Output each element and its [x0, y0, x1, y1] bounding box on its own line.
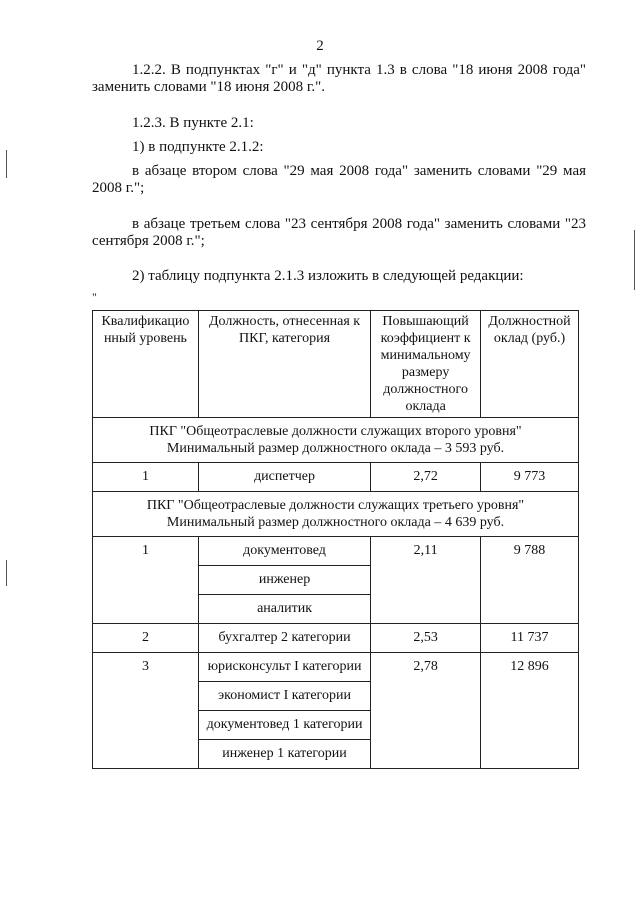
salary-cell: 9 788 — [481, 537, 579, 624]
page-number: 2 — [316, 38, 324, 54]
group-title-cell — [93, 418, 579, 463]
position-cell: диспетчер — [198, 463, 370, 492]
paragraph-third-abzac: в абзаце третьем слова "23 сентября 2008 года" заменить словами "23 сентября 2008 г."; — [92, 216, 586, 249]
group-row — [93, 418, 579, 463]
coef-cell: 2,72 — [371, 463, 481, 492]
table-row — [93, 653, 579, 682]
table-row — [93, 537, 579, 566]
level-cell: 1 — [93, 537, 199, 624]
header-cell: Должность, отнесенная к ПКГ, категория — [198, 311, 370, 418]
paragraph-1-2-3: 1.2.3. В пункте 2.1: — [132, 115, 254, 131]
position-cell: документовед — [198, 537, 370, 566]
group-min-salary: Минимальный размер должностного оклада – 4 639 руб. — [166, 515, 505, 530]
position-cell: документовед 1 категории — [198, 711, 370, 740]
table-row — [93, 463, 579, 492]
salary-cell: 9 773 — [481, 463, 579, 492]
salary-cell: 11 737 — [481, 624, 579, 653]
position-cell: экономист I категории — [198, 682, 370, 711]
table-header-row — [93, 311, 579, 418]
position-cell: бухгалтер 2 категории — [198, 624, 370, 653]
scan-margin-mark — [634, 230, 635, 290]
group-min-salary: Минимальный размер должностного оклада – 3 593 руб. — [166, 441, 505, 456]
group-title-cell — [93, 492, 579, 537]
position-cell: инженер — [198, 566, 370, 595]
coef-cell: 2,78 — [371, 653, 481, 769]
paragraph-subpoint-1: 1) в подпункте 2.1.2: — [132, 139, 264, 155]
table-row — [93, 624, 579, 653]
level-cell: 3 — [93, 653, 199, 769]
coef-cell: 2,11 — [371, 537, 481, 624]
opening-quote: " — [92, 290, 97, 304]
header-cell: Должностной оклад (руб.) — [481, 311, 579, 418]
paragraph-second-abzac: в абзаце втором слова "29 мая 2008 года" заменить словами "29 мая 2008 г."; — [92, 163, 586, 196]
scan-margin-mark — [6, 560, 7, 586]
group-row — [93, 492, 579, 537]
group-title: ПКГ "Общеотраслевые должности служащих второго уровня" — [149, 424, 522, 439]
coef-cell: 2,53 — [371, 624, 481, 653]
salary-cell: 12 896 — [481, 653, 579, 769]
header-cell: Повышающий коэффициент к минимальному размеру должностного оклада — [371, 311, 481, 418]
paragraph-subpoint-2: 2) таблицу подпункта 2.1.3 изложить в следующей редакции: — [132, 268, 524, 284]
paragraph-1-2-2: 1.2.2. В подпунктах "г" и "д" пункта 1.3 в слова "18 июня 2008 года" заменить словами "18 июня 2008 г.". — [92, 62, 586, 95]
salary-table — [92, 310, 579, 769]
scan-margin-mark — [6, 150, 7, 178]
position-cell: аналитик — [198, 595, 370, 624]
position-cell: юрисконсульт I категории — [198, 653, 370, 682]
position-cell: инженер 1 категории — [198, 740, 370, 769]
level-cell: 1 — [93, 463, 199, 492]
header-cell: Квалификацио нный уровень — [93, 311, 199, 418]
group-title: ПКГ "Общеотраслевые должности служащих третьего уровня" — [146, 498, 525, 513]
level-cell: 2 — [93, 624, 199, 653]
